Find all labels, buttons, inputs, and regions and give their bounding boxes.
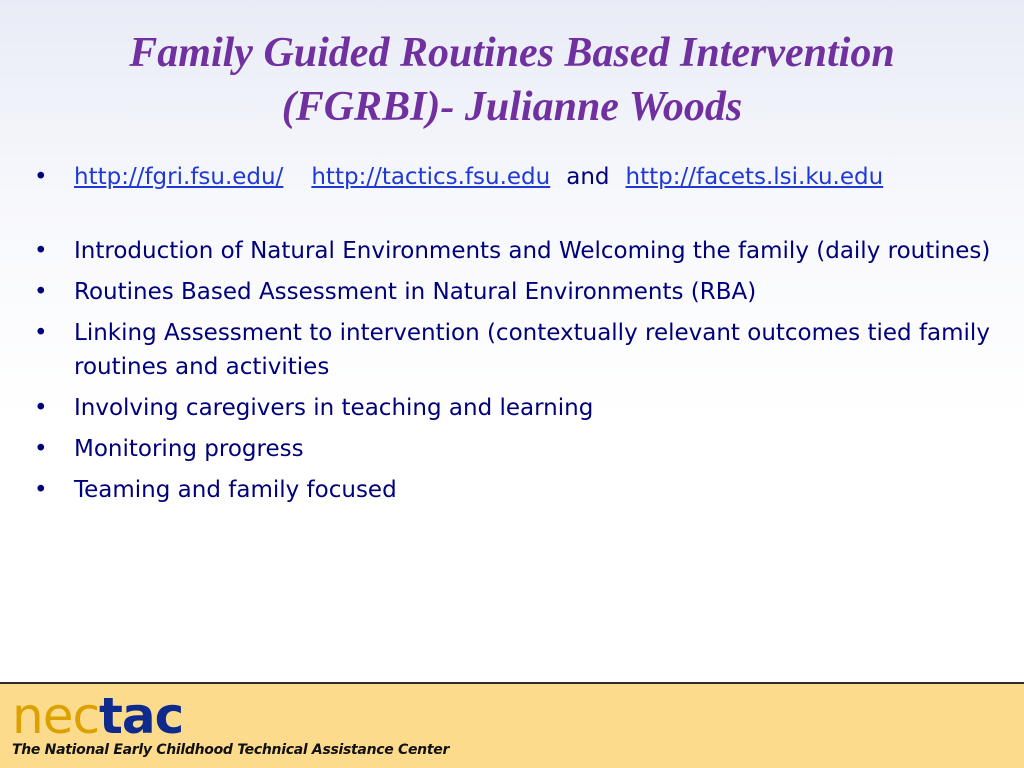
links-list-item [30,160,1000,194]
list-item-text: Introduction of Natural Environments and Welcoming the family (daily routines) [74,238,991,264]
link-tactics[interactable]: http://tactics.fsu.edu [311,164,551,190]
slide-content [30,160,1000,514]
list-item [30,316,1000,384]
bullet-glyph: • [34,279,48,305]
bullet-glyph: • [34,320,48,346]
nectac-logo [12,687,184,745]
links-connector-text: and [566,164,610,190]
bullet-list [30,160,1000,507]
bullet-glyph: • [34,477,48,503]
list-item [30,473,1000,507]
list-item [30,432,1000,466]
footer-tagline: The National Early Childhood Technical Assistance Center [12,742,450,758]
list-item-text: Monitoring progress [74,436,304,462]
slide-title: Family Guided Routines Based Intervention (FGRBI)- Julianne Woods [129,30,895,130]
logo-nec-text: nec [12,687,99,745]
list-item [30,234,1000,268]
link-fgri[interactable]: http://fgri.fsu.edu/ [74,164,284,190]
bullet-glyph: • [34,238,48,264]
link-facets[interactable]: http://facets.lsi.ku.edu [625,164,884,190]
bullet-glyph: • [34,436,48,462]
bullet-glyph: • [34,164,48,190]
logo-tac-text: tac [98,687,184,745]
footer-bar [0,682,1024,768]
list-item-text: Linking Assessment to intervention (contextually relevant outcomes tied family routines and activities [74,320,990,380]
list-item [30,391,1000,425]
list-item-text: Teaming and family focused [74,477,397,503]
bullet-glyph: • [34,395,48,421]
list-item-text: Routines Based Assessment in Natural Environments (RBA) [74,279,757,305]
list-item [30,275,1000,309]
list-item-text: Involving caregivers in teaching and learning [74,395,594,421]
